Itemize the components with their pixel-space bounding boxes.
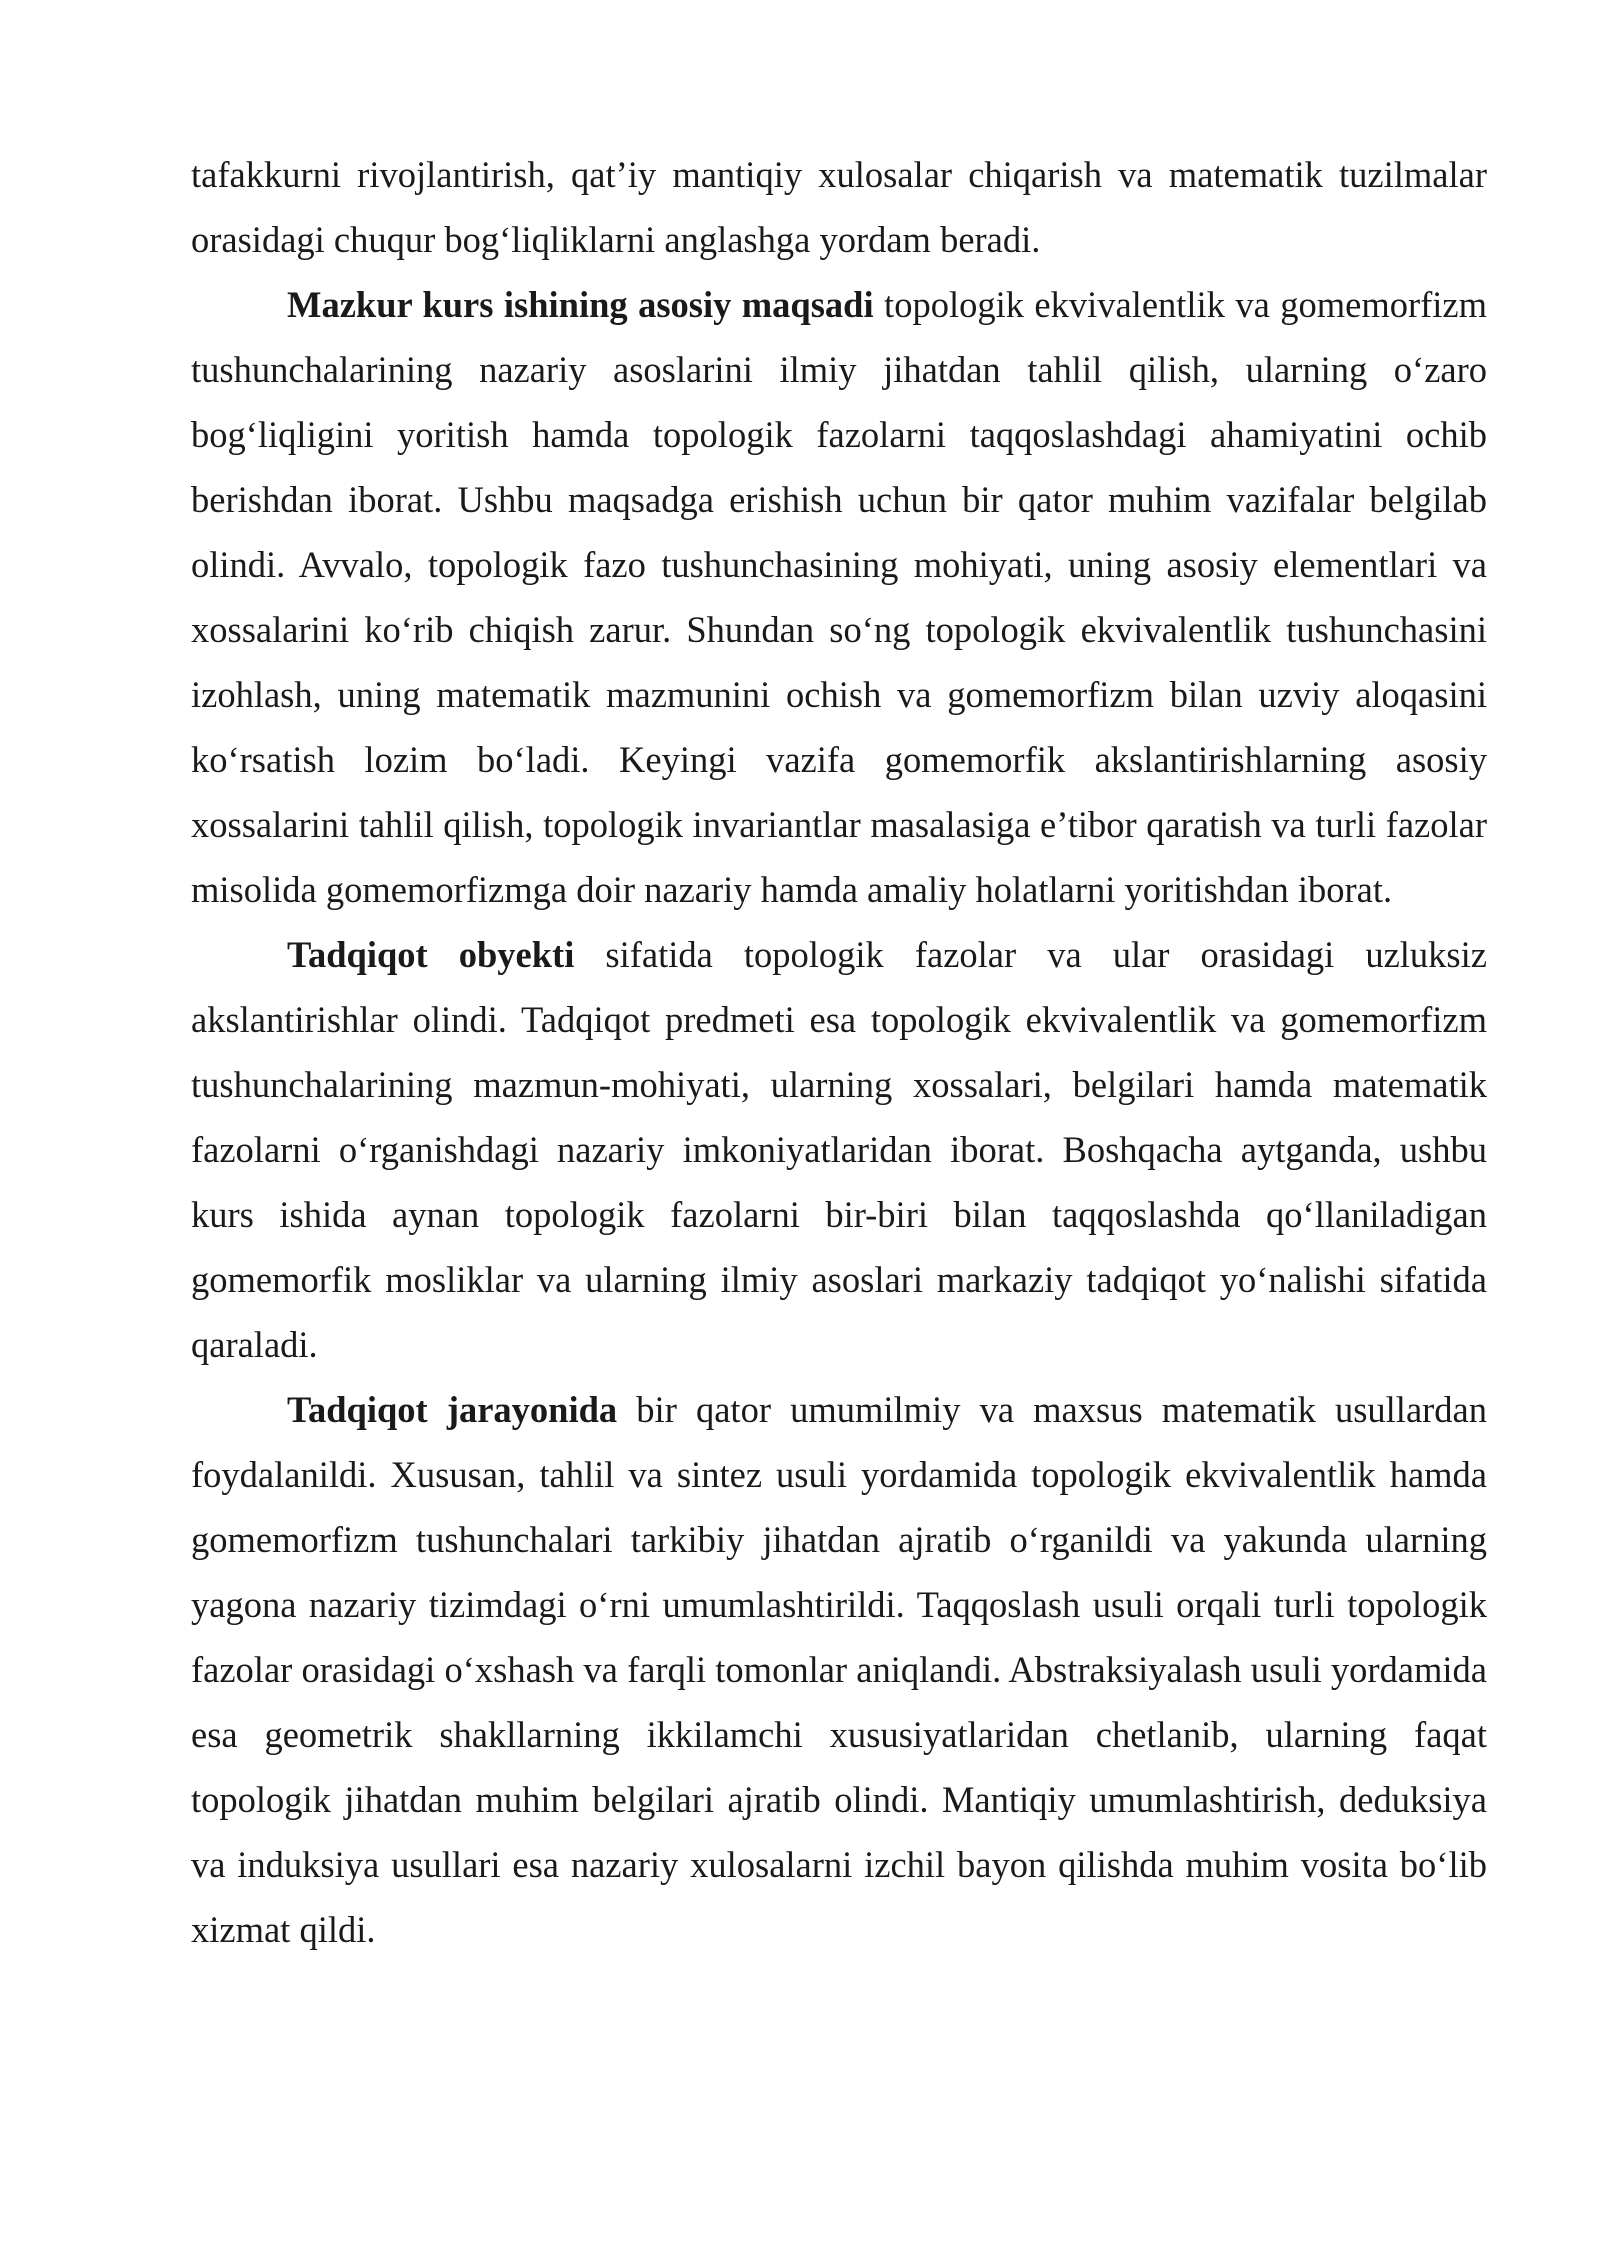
paragraph-lead: Mazkur kurs ishining asosiy maqsadi: [287, 284, 874, 325]
paragraph-lead: Tadqiqot jarayonida: [287, 1389, 618, 1430]
paragraph-lead: Tadqiqot obyekti: [287, 934, 575, 975]
paragraph-methods: [191, 1377, 1487, 1962]
paragraph-continuation: [191, 142, 1487, 272]
document-page: [191, 142, 1487, 1962]
paragraph-text: sifatida topologik fazolar va ular orasidagi uzluksiz akslantirishlar olindi. Tadqiqot predmeti esa topologik ekvivalentlik va gomemorfizm tushunchalarining mazmun-mohiyati, ularning xossalari, belgilari hamda matematik fazolarni o‘rganishdagi nazariy imkoniyatlaridan iborat. Boshqacha aytganda, ushbu kurs ishida aynan topologik fazolarni bir-biri bilan taqqoslashda qo‘llaniladigan gomemorfik mosliklar va ularning ilmiy asoslari markaziy tadqiqot yo‘nalishi sifatida qaraladi.: [191, 934, 1487, 1365]
paragraph-text: bir qator umumilmiy va maxsus matematik usullardan foydalanildi. Xususan, tahlil va sintez usuli yordamida topologik ekvivalentlik hamda gomemorfizm tushunchalari tarkibiy jihatdan ajratib o‘rganildi va yakunda ularning yagona nazariy tizimdagi o‘rni umumlashtirildi. Taqqoslash usuli orqali turli topologik fazolar orasidagi o‘xshash va farqli tomonlar aniqlandi. Abstraksiyalash usuli yordamida esa geometrik shakllarning ikkilamchi xususiyatlaridan chetlanib, ularning faqat topologik jihatdan muhim belgilari ajratib olindi. Mantiqiy umumlashtirish, deduksiya va induksiya usullari esa nazariy xulosalarni izchil bayon qilishda muhim vosita bo‘lib xizmat qildi.: [191, 1389, 1487, 1950]
paragraph-text: topologik ekvivalentlik va gomemorfizm tushunchalarining nazariy asoslarini ilmiy jihatdan tahlil qilish, ularning o‘zaro bog‘liqligini yoritish hamda topologik fazolarni taqqoslashdagi ahamiyatini ochib berishdan iborat. Ushbu maqsadga erishish uchun bir qator muhim vazifalar belgilab olindi. Avvalo, topologik fazo tushunchasining mohiyati, uning asosiy elementlari va xossalarini ko‘rib chiqish zarur. Shundan so‘ng topologik ekvivalentlik tushunchasini izohlash, uning matematik mazmunini ochish va gomemorfizm bilan uzviy aloqasini ko‘rsatish lozim bo‘ladi. Keyingi vazifa gomemorfik akslantirishlarning asosiy xossalarini tahlil qilish, topologik invariantlar masalasiga e’tibor qaratish va turli fazolar misolida gomemorfizmga doir nazariy hamda amaliy holatlarni yoritishdan iborat.: [191, 284, 1487, 910]
paragraph-goal: [191, 272, 1487, 922]
paragraph-text: tafakkurni rivojlantirish, qat’iy mantiqiy xulosalar chiqarish va matematik tuzilmalar orasidagi chuqur bog‘liqliklarni anglashga yordam beradi.: [191, 154, 1487, 260]
paragraph-object: [191, 922, 1487, 1377]
